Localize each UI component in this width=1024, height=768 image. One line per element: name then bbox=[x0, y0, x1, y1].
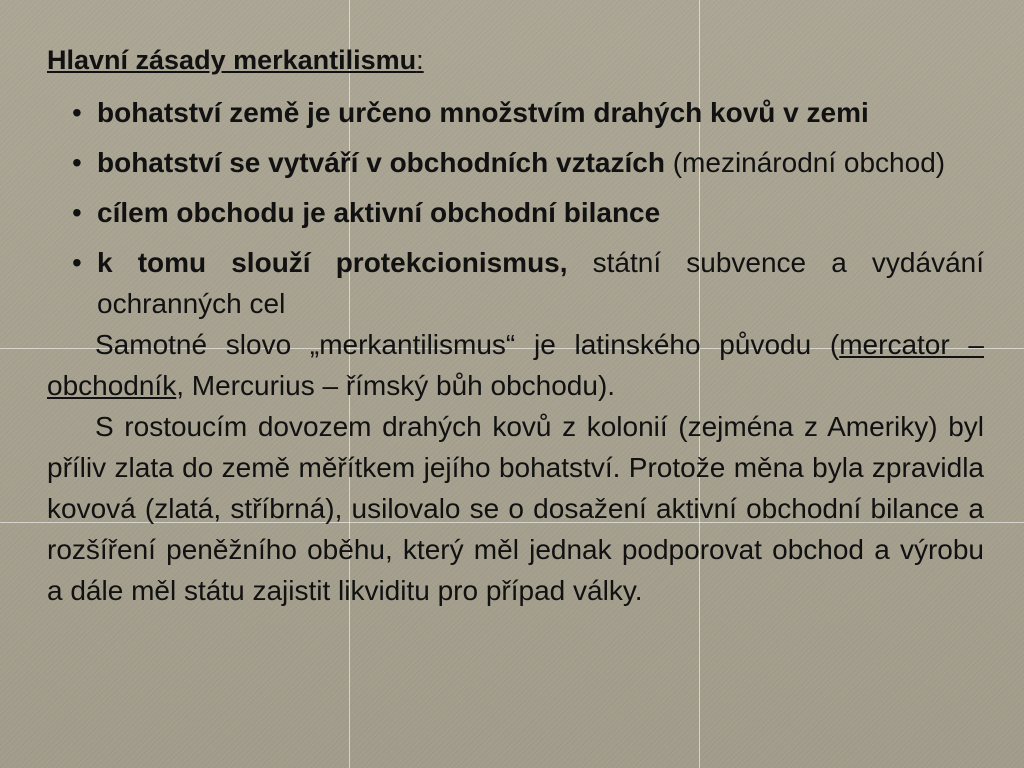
bullet-4-bold: k tomu slouží protekcionismus, bbox=[97, 247, 568, 278]
bullet-1-bold: bohatství země je určeno množstvím drahých kovů v zemi bbox=[97, 97, 869, 128]
bullet-item-1 bbox=[47, 92, 984, 133]
slide-content bbox=[47, 38, 984, 611]
bullet-dot-icon: • bbox=[72, 97, 82, 128]
bullet-dot-icon: • bbox=[72, 197, 82, 228]
paragraph-2-text: S rostoucím dovozem drahých kovů z kolonií (zejména z Ameriky) byl příliv zlata do země měřítkem jejího bohatství. Protože měna byla zpravidla kovová (zlatá, stříbrná), usilovalo se o dosažení aktivní obchodní bilance a rozšíření peněžního oběhu, který měl jednak podporovat obchod a výrobu a dále měl státu zajistit likviditu pro případ války. bbox=[47, 411, 984, 606]
bullet-list bbox=[47, 92, 984, 324]
paragraph-history bbox=[47, 406, 984, 611]
paragraph-etymology bbox=[47, 324, 984, 406]
bullet-2-normal: (mezinárodní obchod) bbox=[664, 147, 946, 178]
paragraph-1-underlined: mercator – obchodník bbox=[47, 329, 984, 401]
bullet-item-2 bbox=[47, 142, 984, 183]
bullet-dot-icon: • bbox=[72, 147, 82, 178]
slide-title-colon: : bbox=[416, 45, 424, 75]
paragraph-1-after: , Mercurius – římský bůh obchodu). bbox=[176, 370, 616, 401]
bullet-item-4 bbox=[47, 242, 984, 324]
bullet-3-bold: cílem obchodu je aktivní obchodní bilance bbox=[97, 197, 661, 228]
paragraph-1-before: Samotné slovo „merkantilismus“ je latinského původu ( bbox=[95, 329, 840, 360]
slide-title bbox=[47, 38, 984, 82]
bullet-item-3 bbox=[47, 192, 984, 233]
bullet-dot-icon: • bbox=[72, 247, 82, 278]
bullet-2-bold: bohatství se vytváří v obchodních vztazích bbox=[97, 147, 665, 178]
slide-title-text: Hlavní zásady merkantilismu bbox=[47, 45, 417, 75]
bullet-4-normal: státní subvence a vydávání ochranných cel bbox=[97, 247, 984, 319]
